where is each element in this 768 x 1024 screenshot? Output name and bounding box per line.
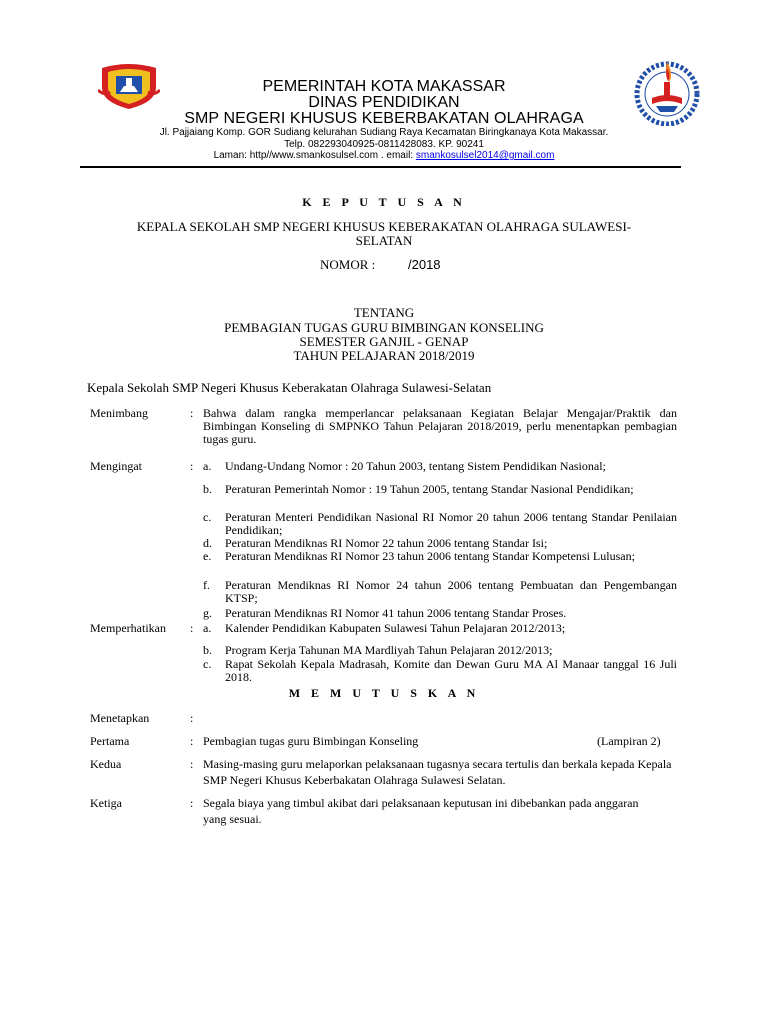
- mengingat-label: Mengingat: [90, 459, 142, 473]
- kedua-label: Kedua: [90, 757, 122, 771]
- list-item: Program Kerja Tahunan MA Mardliyah Tahun Pelajaran 2012/2013;: [225, 643, 553, 657]
- list-item-letter: d.: [203, 536, 212, 550]
- list-item-letter: b.: [203, 482, 212, 496]
- document-title: K E P U T U S A N: [302, 195, 466, 209]
- ketiga-text: Segala biaya yang timbul akibat dari pelaksanaan keputusan ini dibebankan pada anggaran yang sesuai.: [203, 796, 639, 826]
- list-item: Peraturan Mendiknas RI Nomor 24 tahun 2006 tentang Pembuatan dan Pengembangan KTSP;: [225, 578, 677, 605]
- issuer-line-1: KEPALA SEKOLAH SMP NEGERI KHUSUS KEBERAKATAN OLAHRAGA SULAWESI-: [136, 219, 632, 234]
- ketiga-label: Ketiga: [90, 796, 122, 810]
- header-department: DINAS PENDIDIKAN: [308, 94, 460, 111]
- decree-number: [320, 257, 441, 273]
- colon: :: [190, 796, 194, 810]
- intro-statement: Kepala Sekolah SMP Negeri Khusus Keberakatan Olahraga Sulawesi-Selatan: [87, 380, 492, 395]
- list-item: Peraturan Mendiknas RI Nomor 22 tahun 2006 tentang Standar Isi;: [225, 536, 548, 550]
- list-item-letter: g.: [203, 606, 212, 620]
- colon: :: [190, 621, 194, 635]
- lampiran-reference: (Lampiran 2): [597, 734, 661, 748]
- header-government: PEMERINTAH KOTA MAKASSAR: [262, 78, 506, 95]
- header-school-name: SMP NEGERI KHUSUS KEBERBAKATAN OLAHRAGA: [184, 110, 584, 127]
- header-web: [0, 150, 768, 161]
- header-phone: Telp. 082293040925-0811428083. KP. 90241: [284, 139, 484, 150]
- list-item: Peraturan Mendiknas RI Nomor 41 tahun 2006 tentang Standar Proses.: [225, 606, 567, 620]
- decision-heading: M E M U T U S K A N: [288, 686, 480, 700]
- list-item-letter: a.: [203, 621, 212, 635]
- list-item-letter: a.: [203, 459, 212, 473]
- list-item: Rapat Sekolah Kepala Madrasah, Komite dan Dewan Guru MA Al Manaar tanggal 16 Juli 2018.: [225, 657, 677, 684]
- header-address: Jl. Pajjaiang Komp. GOR Sudiang kelurahan Sudiang Raya Kecamatan Biringkanaya Kota Makassar.: [159, 127, 609, 138]
- header-web-label: Laman: http//www.smankosulsel.com . email:: [213, 150, 416, 161]
- list-item-letter: c.: [203, 510, 212, 524]
- decree-number-label: NOMOR :: [320, 257, 376, 272]
- subject-year: TAHUN PELAJARAN 2018/2019: [293, 348, 475, 363]
- list-item-letter: f.: [203, 578, 210, 592]
- list-item-letter: b.: [203, 643, 212, 657]
- menetapkan-label: Menetapkan: [90, 711, 150, 725]
- subject-title: PEMBAGIAN TUGAS GURU BIMBINGAN KONSELING: [224, 320, 544, 335]
- email-link[interactable]: smankosulsel2014@gmail.com: [415, 150, 555, 161]
- letterhead-divider: [80, 166, 681, 168]
- subject-heading: TENTANG: [353, 305, 415, 320]
- list-item: Peraturan Mendiknas RI Nomor 23 tahun 2006 tentang Standar Kompetensi Lulusan;: [225, 549, 635, 563]
- pertama-label: Pertama: [90, 734, 130, 748]
- colon: :: [190, 734, 194, 748]
- kedua-text: Masing-masing guru melaporkan pelaksanaan tugasnya secara tertulis dan berkala kepada Kepala SMP Negeri Khusus Keberbakatan Olahraga Sulawesi Selatan.: [203, 757, 672, 787]
- colon: :: [190, 711, 194, 725]
- menimbang-label: Menimbang: [90, 406, 148, 420]
- issuer-line-2: SELATAN: [355, 233, 413, 248]
- memperhatikan-label: Memperhatikan: [90, 621, 166, 635]
- list-item-letter: c.: [203, 657, 212, 671]
- list-item-letter: e.: [203, 549, 212, 563]
- colon: :: [190, 459, 194, 473]
- pertama-text: Pembagian tugas guru Bimbingan Konseling: [203, 734, 419, 748]
- list-item: Peraturan Menteri Pendidikan Nasional RI Nomor 20 tahun 2006 tentang Standar Penilaian Pendidikan;: [225, 510, 677, 537]
- colon: :: [190, 406, 194, 420]
- list-item: Undang-Undang Nomor : 20 Tahun 2003, tentang Sistem Pendidikan Nasional;: [225, 459, 606, 473]
- list-item: Kalender Pendidikan Kabupaten Sulawesi Tahun Pelajaran 2012/2013;: [225, 621, 566, 635]
- decree-number-value: /2018: [408, 257, 441, 272]
- list-item: Peraturan Pemerintah Nomor : 19 Tahun 2005, tentang Standar Nasional Pendidikan;: [225, 482, 634, 496]
- menimbang-text: Bahwa dalam rangka memperlancar pelaksanaan Kegiatan Belajar Mengajar/Praktik dan Bimbingan Konseling di SMPNKO Tahun Pelajaran 2018/2019, perlu menentapkan pembagian tugas guru.: [203, 406, 677, 446]
- subject-semester: SEMESTER GANJIL - GENAP: [299, 334, 469, 349]
- colon: :: [190, 757, 194, 771]
